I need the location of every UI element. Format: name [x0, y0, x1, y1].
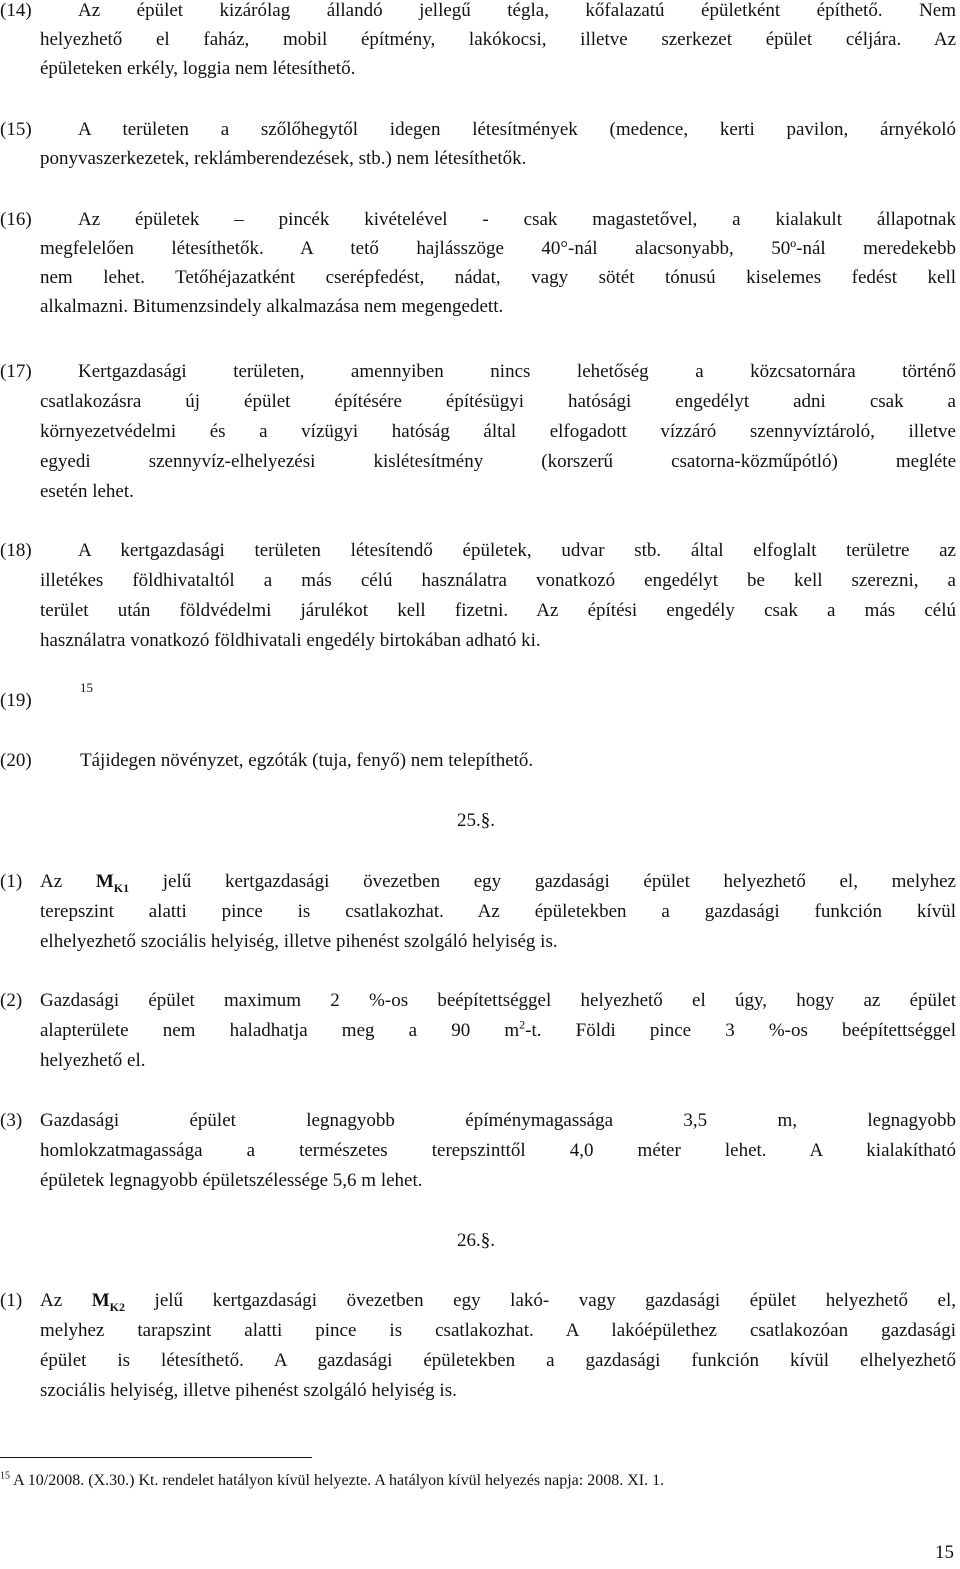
- paragraph-line: nem lehet. Tetőhéjazatként cserépfedést, nádat, vagy sötét tónusú kiselemes fedést kell: [40, 267, 956, 288]
- paragraph-line: Kertgazdasági területen, amennyiben nincs lehetőség a közcsatornára történő: [78, 361, 956, 382]
- superscript: 2: [519, 1017, 526, 1032]
- paragraph-line: csatlakozásra új épület építésére építésügyi hatósági engedélyt adni csak a: [40, 391, 956, 412]
- paragraph-line: szociális helyiség, illetve pihenést szolgáló helyiség is.: [40, 1380, 457, 1401]
- paragraph-number: (1): [0, 871, 23, 892]
- paragraph-number: (20): [0, 750, 32, 771]
- paragraph-line: épület is létesíthető. A gazdasági épületekben a gazdasági funkción kívül elhelyezhető: [40, 1350, 956, 1371]
- page-number: 15: [935, 1542, 954, 1563]
- paragraph-line: melyhez tarapszint alatti pince is csatlakozhat. A lakóépülethez csatlakozóan gazdasági: [40, 1320, 956, 1341]
- footnote-reference: 15: [80, 680, 93, 695]
- paragraph-number: (1): [0, 1290, 23, 1311]
- footnote-marker: 15: [0, 1470, 10, 1482]
- zone-code-subscript: K2: [109, 1299, 125, 1314]
- paragraph-line: Tájidegen növényzet, egzóták (tuja, fenyő) nem telepíthető.: [80, 750, 534, 771]
- paragraph-line: épületek legnagyobb épületszélessége 5,6 m lehet.: [40, 1170, 423, 1191]
- paragraph-line: környezetvédelmi és a vízügyi hatóság által elfogadott vízzáró szennyvíztároló, illetve: [40, 421, 956, 442]
- paragraph-line: helyezhető el faház, mobil építmény, lakókocsi, illetve szerkezet épület céljára. Az: [40, 29, 956, 50]
- section-heading-25: [0, 806, 960, 836]
- paragraph-line: [40, 1286, 956, 1316]
- paragraph-line: elhelyezhető szociális helyiség, illetve pihenést szolgáló helyiség is.: [40, 931, 558, 952]
- footnote-separator: [0, 1457, 312, 1458]
- paragraph-line: terület után földvédelmi járulékot kell fizetni. Az építési engedély csak a más célú: [40, 600, 956, 621]
- zone-code: M: [91, 1290, 110, 1311]
- paragraph-line: használatra vonatkozó földhivatali engedély birtokában adható ki.: [40, 630, 541, 651]
- text-fragment: Az: [40, 1290, 92, 1311]
- paragraph-number: (2): [0, 990, 23, 1011]
- paragraph-number: (19): [0, 690, 32, 711]
- paragraph-number: (16): [0, 209, 32, 230]
- paragraph-line: homlokzatmagassága a természetes terepszinttől 4,0 méter lehet. A kialakítható: [40, 1140, 956, 1161]
- paragraph-line: alkalmazni. Bitumenzsindely alkalmazása nem megengedett.: [40, 296, 504, 317]
- paragraph-line: helyezhető el.: [40, 1050, 146, 1071]
- paragraph-line: esetén lehet.: [40, 481, 134, 502]
- paragraph-line: egyedi szennyvíz-elhelyezési kislétesítmény (korszerű csatorna-közműpótló) megléte: [40, 451, 956, 472]
- zone-code: M: [95, 871, 114, 892]
- paragraph-line: A kertgazdasági területen létesítendő épületek, udvar stb. által elfoglalt területre az: [78, 540, 956, 561]
- paragraph-number: (17): [0, 361, 32, 382]
- paragraph-line: terepszint alatti pince is csatlakozhat. Az épületekben a gazdasági funkción kívül: [40, 901, 956, 922]
- section-heading-26: [0, 1226, 960, 1256]
- footnote: [0, 1470, 664, 1492]
- paragraph-line: illetékes földhivataltól a más célú használatra vonatkozó engedélyt be kell szerezni, a: [40, 570, 956, 591]
- paragraph-number: (15): [0, 119, 32, 140]
- zone-code-subscript: K1: [113, 880, 130, 895]
- paragraph-line: megfelelően létesíthetők. A tető hajlásszöge 40°-nál alacsonyabb, 50º-nál meredekebb: [40, 238, 956, 259]
- text-fragment: alapterülete nem haladhatja meg a 90 m: [40, 1020, 520, 1041]
- paragraph-line: [40, 1016, 956, 1046]
- section-heading-text: 25.§.: [457, 810, 495, 831]
- footnote-text: A 10/2008. (X.30.) Kt. rendelet hatályon kívül helyezte. A hatályon kívül helyezés napja: 2008. XI. 1.: [10, 1472, 665, 1489]
- text-fragment: jelű kertgazdasági övezetben egy gazdasági épület helyezhető el, melyhez: [129, 871, 956, 892]
- text-fragment: Az: [40, 871, 96, 892]
- paragraph-line: Az épületek – pincék kivételével - csak magastetővel, a kialakult állapotnak: [78, 209, 956, 230]
- paragraph-number: (18): [0, 540, 32, 561]
- paragraph-number: (3): [0, 1110, 23, 1131]
- paragraph-number: (14): [0, 0, 32, 21]
- text-fragment: jelű kertgazdasági övezetben egy lakó- vagy gazdasági épület helyezhető el,: [125, 1290, 957, 1311]
- paragraph-line: Gazdasági épület maximum 2 %-os beépítettséggel helyezhető el úgy, hogy az épület: [40, 990, 956, 1011]
- section-heading-text: 26.§.: [457, 1230, 495, 1251]
- text-fragment: -t. Földi pince 3 %-os beépítettséggel: [525, 1020, 956, 1041]
- paragraph-line: Gazdasági épület legnagyobb épíménymagassága 3,5 m, legnagyobb: [40, 1110, 956, 1131]
- paragraph-line: épületeken erkély, loggia nem létesíthető.: [40, 58, 356, 79]
- paragraph-line: [40, 867, 956, 897]
- paragraph-line: ponyvaszerkezetek, reklámberendezések, stb.) nem létesíthetők.: [40, 148, 527, 169]
- paragraph-line: Az épület kizárólag állandó jellegű tégla, kőfalazatú épületként építhető. Nem: [78, 0, 956, 21]
- paragraph-line: A területen a szőlőhegytől idegen létesítmények (medence, kerti pavilon, árnyékoló: [78, 119, 956, 140]
